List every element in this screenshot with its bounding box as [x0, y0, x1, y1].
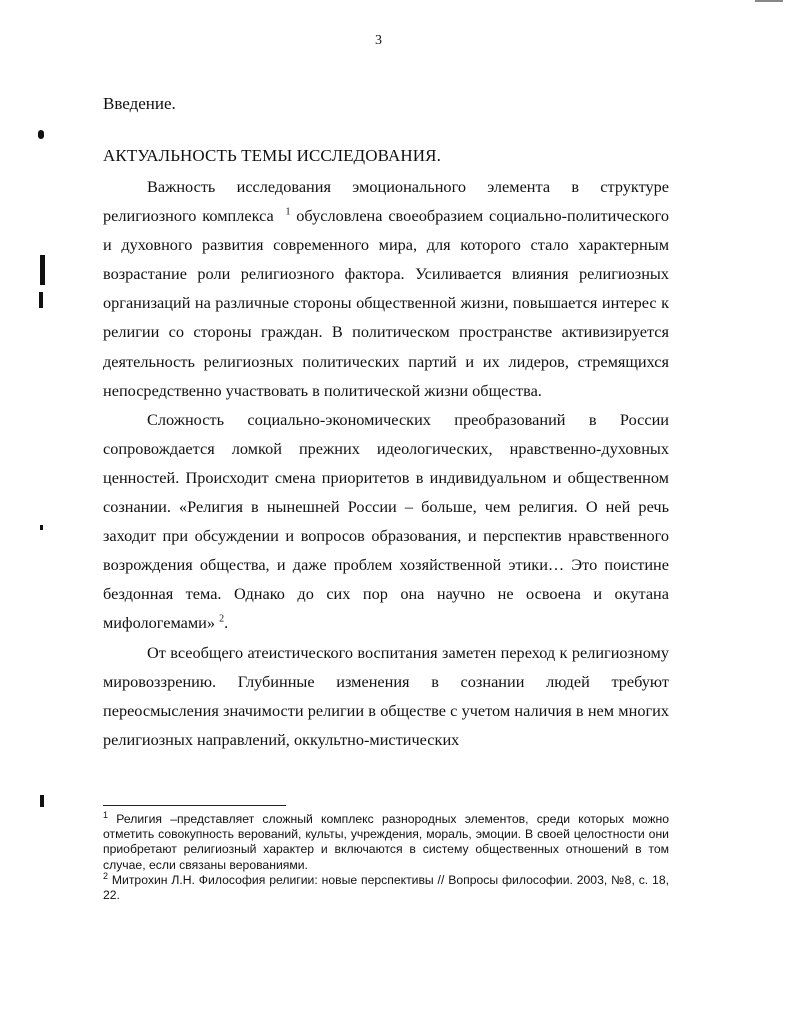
- paragraph-1: Важность исследования эмоционального элемента в структуре религиозного комплекса $^1$ обусловлена своеобразием социально-политического и духовного развития современного мира, для которого стало характерным возрастание роли религиозного фактора. Усиливается влияния религиозных организаций на различные стороны общественной жизни, повышается интерес к религии со стороны граждан. В политическом пространстве активизируется деятельность религиозных политических партий и их лидеров, стремящихся непосредственно участвовать в политической жизни общества.: [103, 177, 669, 400]
- scan-artifact: [40, 525, 43, 530]
- footnote-ref-1: 1: [285, 206, 291, 218]
- scan-artifact: [38, 130, 44, 139]
- scan-artifact: [39, 292, 43, 308]
- section-heading: АКТУАЛЬНОСТЬ ТЕМЫ ИССЛЕДОВАНИЯ.: [103, 146, 441, 165]
- footnote-1: $^1$ Религия –представляет сложный комплекс разнородных элементов, среди которых можно отметить совокупность верований, культы, учреждения, мораль, эмоции. В своей целостности они приобретают религиозный характер и включаются в систему общественных отношений в том случае, если связаны верованиями.: [103, 809, 669, 872]
- footnote-2: $^2$ Митрохин Л.Н. Философия религии: новые перспективы // Вопросы философии. 2003, №8, с. 18, 22.: [103, 870, 669, 903]
- paragraph-3: От всеобщего атеистического воспитания заметен переход к религиозному мировоззрению. Глубинные изменения в сознании людей требуют переосмысления значимости религии в обществе с учетом наличия в нем многих религиозных направлений, оккультно-мистических: [103, 642, 669, 749]
- footnote-ref-2: 2: [219, 613, 225, 625]
- footnotes: [103, 809, 669, 903]
- paragraph-2: Сложность социально-экономических преобразований в России сопровождается ломкой прежних идеологических, нравственно-духовных ценностей. Происходит смена приоритетов в индивидуальном и общественном сознании. «Религия в нынешней России – больше, чем религия. О ней речь заходит при обсуждении и вопросов образования, и перспектив нравственного возрождения общества, и даже проблем хозяйственной этики… Это поистине бездонная тема. Однако до сих пор она научно не освоена и окутана мифологемами» $^2$.: [103, 409, 669, 633]
- body-text: [103, 172, 669, 754]
- scan-artifact: [40, 255, 45, 285]
- footnote-divider: [103, 805, 286, 806]
- scan-artifact: [755, 0, 783, 2]
- intro-heading: Введение.: [103, 94, 176, 113]
- page-number: 3: [375, 33, 382, 48]
- scan-artifact: [40, 795, 44, 807]
